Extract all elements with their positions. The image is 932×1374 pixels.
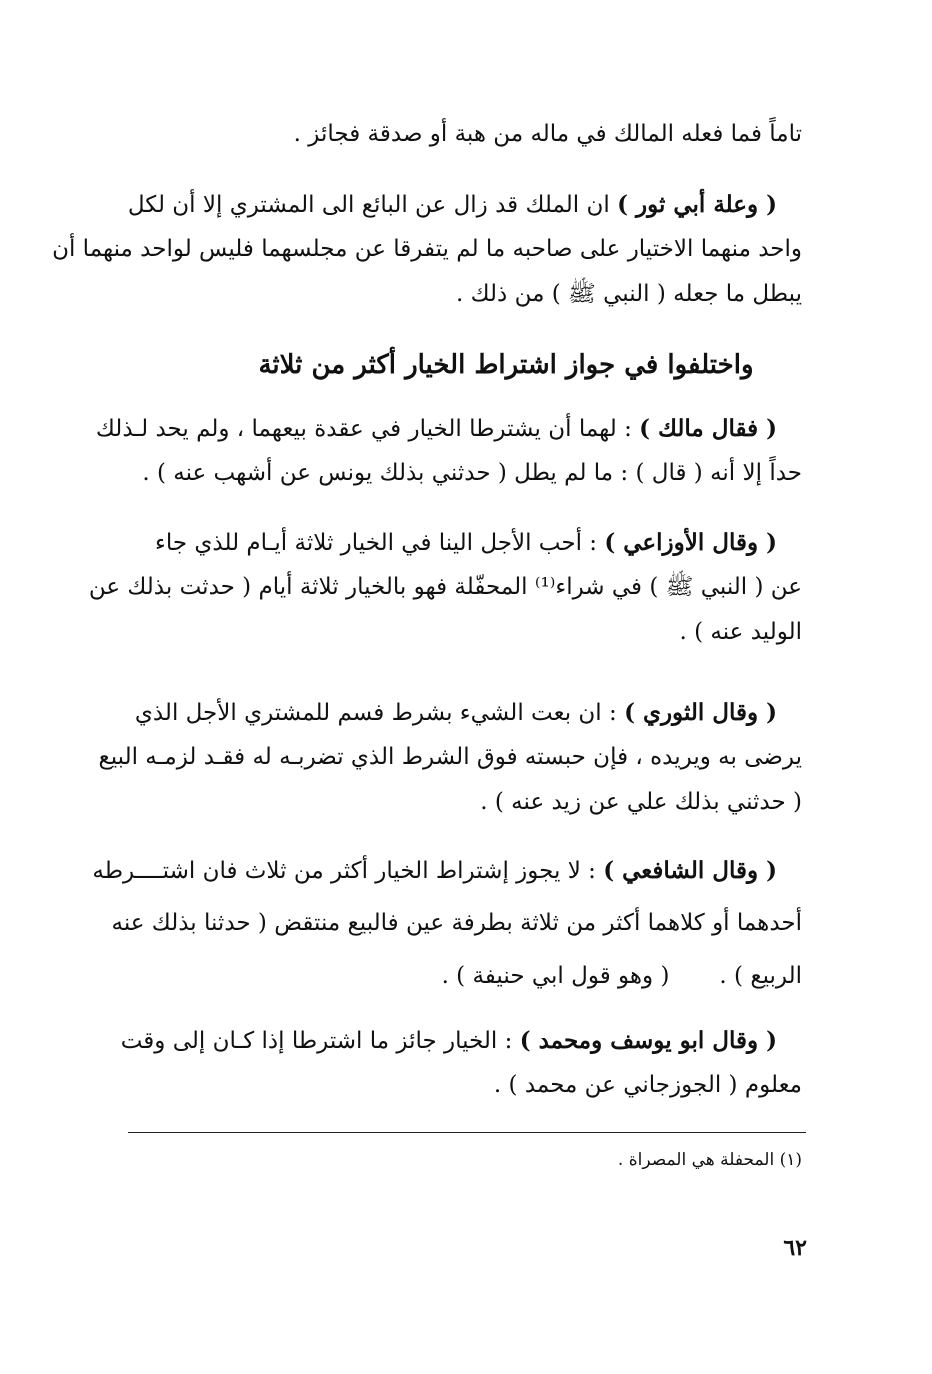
text-line — [122, 1018, 802, 1063]
text-line — [95, 406, 802, 451]
paragraph-abu-yusuf — [122, 1018, 802, 1108]
paragraph-malik — [95, 406, 802, 496]
paragraph-awzai — [88, 520, 802, 655]
text-line: يرضى به ويريده ، فإن حبسته فوق الشرط الذي تضربـه له فقـد لزمـه البيع — [98, 744, 802, 770]
text-line: عن ( النبي ﷺ ) في شراء⁽¹⁾ المحفّلة فهو بالخيار ثلاثة أيام ( حدثت بذلك عن — [88, 574, 802, 600]
text-line: حداً إلا أنه ( قال ) : ما لم يطل ( حدثني بذلك يونس عن أشهب عنه ) . — [142, 460, 802, 486]
footnote: (١) المحفلة هي المصراة . — [617, 1150, 802, 1170]
text-line: واحد منهما الاختيار على صاحبه ما لم يتفرقا عن مجلسهما فليس لواحد منهما أن — [52, 236, 802, 262]
text-span: : أحب الأجل الينا في الخيار ثلاثة أيـام للذي جاء — [155, 530, 605, 556]
text-span: : لهما أن يشترطا الخيار في عقدة بيعهما ، ولم يحد لـذلك — [95, 416, 640, 442]
text-span: ان الملك قد زال عن البائع الى المشتري إلا أن لكل — [127, 192, 618, 218]
paragraph-lead: ( وقال الثوري ) — [624, 699, 777, 726]
text-span: : ان بعت الشيء بشرط فسم للمشتري الأجل الذي — [134, 700, 625, 726]
text-line: يبطل ما جعله ( النبي ﷺ ) من ذلك . — [456, 281, 802, 307]
paragraph-1 — [122, 112, 802, 157]
page-number: ٦٢ — [783, 1235, 807, 1261]
text-line — [122, 520, 802, 565]
text-line: معلوم ( الجوزجاني عن محمد ) . — [493, 1072, 802, 1098]
paragraph-lead: ( وقال الشافعي ) — [603, 857, 777, 884]
text-line: تاماً فما فعله المالك في ماله من هبة أو صدقة فجائز . — [293, 121, 802, 147]
text-span: : لا يجوز إشتراط الخيار أكثر من ثلاث فان اشتــــرطه — [92, 858, 604, 884]
text-span: : الخيار جائز ما اشترطا إذا كـان إلى وقت — [120, 1028, 520, 1054]
text-span: ( وهو قول ابي حنيفة ) . — [441, 963, 670, 989]
text-span: الربيع ) . — [719, 963, 802, 989]
text-line: ( حدثني بذلك علي عن زيد عنه ) . — [480, 789, 802, 815]
text-line: الوليد عنه ) . — [679, 619, 802, 645]
text-line: أحدهما أو كلاهما أكثر من ثلاثة بطرفة عين فالبيع منتقض ( حدثنا بذلك عنه — [111, 910, 802, 936]
text-line — [122, 182, 802, 227]
paragraph-lead: ( وعلة أبي ثور ) — [617, 191, 777, 218]
paragraph-lead: ( وقال الأوزاعي ) — [604, 529, 777, 556]
text-line — [92, 848, 802, 893]
section-heading: واختلفوا في جواز اشتراط الخيار أكثر من ثلاثة — [258, 350, 754, 380]
paragraph-abu-thawr — [52, 182, 802, 317]
paragraph-shafii — [92, 848, 802, 999]
paragraph-thawri — [98, 690, 802, 825]
footnote-divider — [128, 1132, 806, 1133]
text-line — [122, 690, 802, 735]
paragraph-lead: ( فقال مالك ) — [639, 415, 777, 442]
text-line — [122, 954, 802, 999]
paragraph-lead: ( وقال ابو يوسف ومحمد ) — [519, 1027, 777, 1054]
